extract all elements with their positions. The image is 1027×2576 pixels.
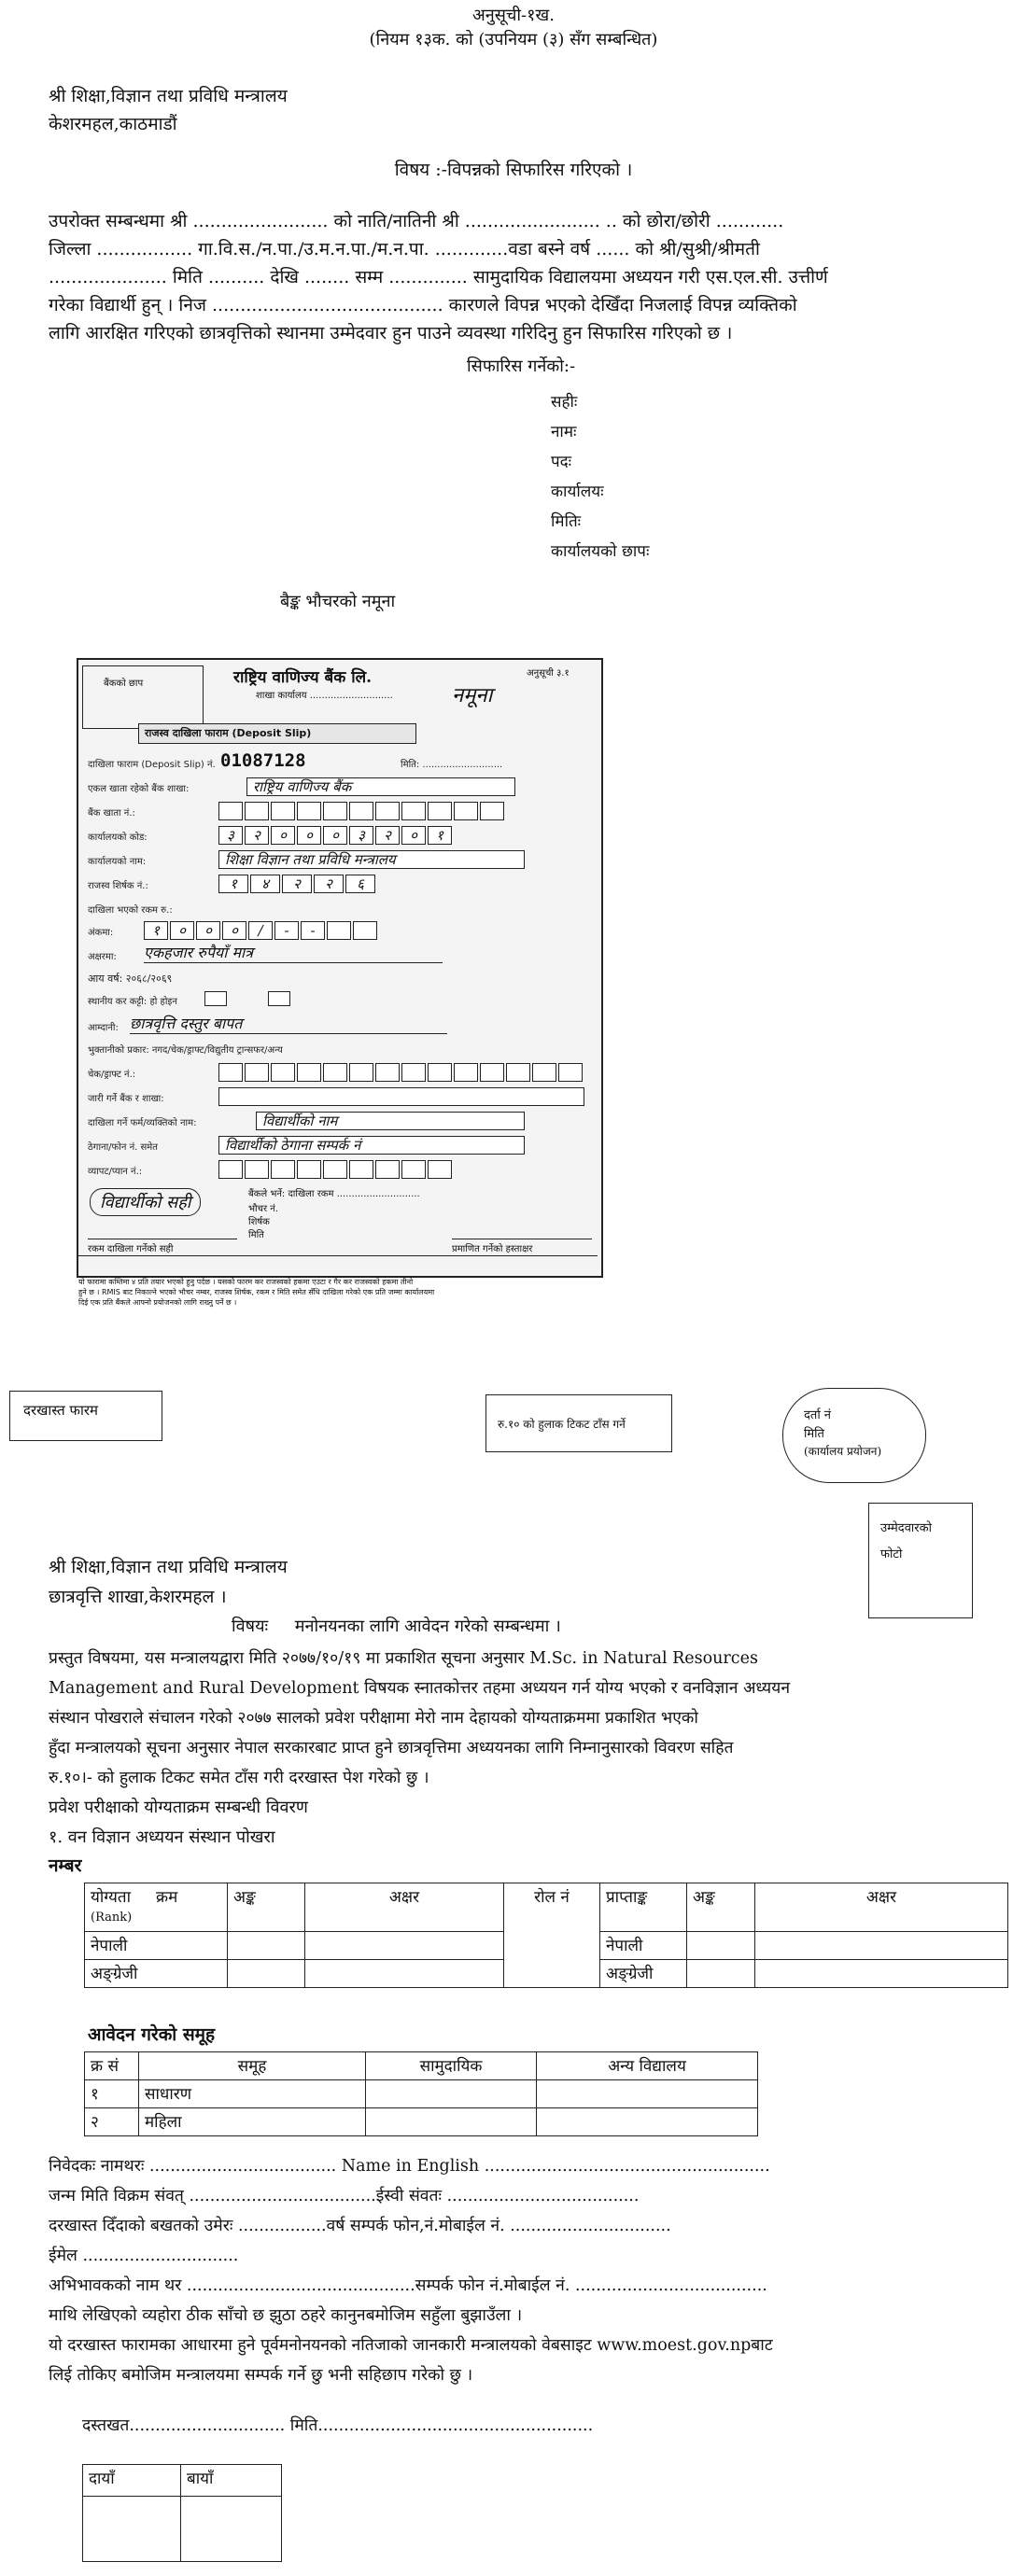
office-field: कार्यालयः <box>551 483 604 501</box>
voucher-footnote: यो फारामा कम्तिमा ४ प्रति तयार भएको हुनु पर्दछ । यसको फारम कर राजस्वको हकमा एउटा र गैर कर राजस्वको हकमा तीनो <box>78 1278 414 1286</box>
table-cell <box>228 1932 305 1960</box>
cheque-number-label: चेक/ड्राफ्ट नं.: <box>88 1070 136 1080</box>
application-form-box <box>9 1391 162 1441</box>
table-cell <box>228 1960 305 1988</box>
letter-body-line: उपरोक्त सम्बन्धमा श्री ........................ को नाति/नातिनी श्री ........................ .. को छोरा/छोरी ............ <box>49 211 784 231</box>
table-cell <box>537 2080 758 2108</box>
slip-number-label: दाखिला फाराम (Deposit Slip) नं. <box>88 760 216 770</box>
depositor-name-value: विद्यार्थीको नाम <box>256 1112 525 1130</box>
left-thumb-label: बायाँ <box>181 2465 282 2497</box>
depositor-sign-caption: रकम दाखिला गर्नेको सही <box>88 1239 237 1254</box>
office-name-label: कार्यालयको नाम: <box>88 857 147 867</box>
post-field: पदः <box>551 453 572 471</box>
fiscal-year: आय वर्ष: २०६८/२०६९ <box>88 973 173 985</box>
slip-date-label: मिति: ........................... <box>401 760 503 770</box>
thumbprint-table <box>82 2464 282 2562</box>
amount-figures-label: अंकमा: <box>88 928 114 938</box>
group-header-serial: क्र सं <box>85 2052 139 2080</box>
bank-voucher <box>77 658 603 1278</box>
application-body-line: प्रस्तुत विषयमा, यस मन्त्रालयद्वारा मिति २०७७/१०/१९ मा प्रकाशित सूचना अनुसार M.Sc. in Natural Resources <box>49 1649 758 1668</box>
depositor-signature: विद्यार्थीको सही <box>90 1188 201 1216</box>
age-phone-field: दरखास्त दिँदाको बखतको उमेरः .................वर्ष सम्पर्क फोन,नं.मोबाईल नं. ............................... <box>49 2217 671 2235</box>
signature-field: सहीः <box>551 393 578 412</box>
applicant-name-field: निवेदकः नामथरः .................................... Name in English ....................................................... <box>49 2157 770 2176</box>
sample-mark: नमूना <box>452 684 493 707</box>
group-header-community: सामुदायिक <box>366 2052 537 2080</box>
rank-digit-header: अङ्क <box>228 1883 305 1932</box>
registration-number-label: दर्ता नं <box>804 1408 832 1422</box>
application-body-line: रु.१०।- को हुलाक टिकट समेत टाँस गरी दरखास्त पेश गरेको छु । <box>49 1769 429 1787</box>
declaration-line: यो दरखास्त फारामका आधारमा हुने पूर्वमनोनयनको नतिजाको जानकारी मन्त्रालयको वेबसाइट www.moest.gov.npबाट <box>49 2336 773 2355</box>
merit-table <box>84 1883 1008 1988</box>
application-body-line: Management and Rural Development विषयक स्नातकोत्तर तहमा अध्ययन गर्न योग्य भएको र वनविज्ञान अध्ययन <box>49 1679 791 1698</box>
date-field: मितिः <box>551 512 582 531</box>
guardian-field: अभिभावकको नाम थर ............................................सम्पर्क फोन नं.मोबाईल नं. ..................................... <box>49 2276 767 2295</box>
registration-date-label: मिति <box>804 1427 824 1441</box>
local-tax-label: स्थानीय कर कट्टी: हो होइन <box>88 997 177 1007</box>
depositor-name-label: दाखिला गर्ने फर्म/व्यक्तिको नाम: <box>88 1118 197 1128</box>
letter-subject: विषय :-विपन्नको सिफारिस गरिएको । <box>394 160 633 180</box>
english-marks-label: अङ्ग्रेजी <box>600 1960 687 1988</box>
group-table <box>84 2051 758 2136</box>
account-number-boxes <box>218 802 506 820</box>
rule-reference: (नियम १३क. को (उपनियम (३) सँग सम्बन्धित) <box>369 30 658 49</box>
application-form-label: दरखास्त फारम <box>23 1402 98 1419</box>
photo-label: फोटो <box>880 1547 903 1561</box>
address-label: ठेगाना/फोन नं. समेत <box>88 1142 158 1153</box>
table-cell <box>305 1932 504 1960</box>
voucher-annex: अनुसूची ३.१ <box>527 668 570 679</box>
letter-body-line: जिल्ला ................. गा.वि.स./न.पा./उ.म.न.पा./म.न.पा. .............वडा बस्ने वर्ष ...... को श्री/सुश्री/श्रीमती <box>49 239 760 259</box>
branch-account-value: राष्ट्रिय वाणिज्य बैंक <box>246 777 515 796</box>
group-heading: आवेदन गरेको समूह <box>88 2024 216 2045</box>
marks-words-header: अक्षर <box>755 1883 1008 1932</box>
nepali-marks-label: नेपाली <box>600 1932 687 1960</box>
address-value: विद्यार्थीको ठेगाना सम्पर्क नं <box>218 1136 525 1155</box>
postage-ticket-box <box>485 1394 672 1452</box>
annex-label: अनुसूची-१ख. <box>472 6 555 25</box>
local-tax-yes-checkbox <box>204 991 227 1006</box>
voucher-footnote: दिई एक प्रति बैंकले आफ्नो प्रयोजनको लागि राख्नु पर्ने छ । <box>78 1298 237 1307</box>
table-cell <box>755 1932 1008 1960</box>
group-name: महिला <box>139 2108 366 2136</box>
application-body-line: हुँदा मन्त्रालयको सूचना अनुसार नेपाल सरकारबाट प्राप्त हुने छात्रवृत्तिमा अध्ययनका लागि निम्नानुसारको विवरण सहित <box>49 1739 734 1757</box>
institute-name: १. वन विज्ञान अध्ययन संस्थान पोखरा <box>49 1827 275 1847</box>
office-name-value: शिक्षा विज्ञान तथा प्रविधि मन्त्रालय <box>218 850 525 869</box>
application-subject: विषयः मनोनयनका लागि आवेदन गरेको सम्बन्धमा । <box>232 1617 561 1636</box>
table-cell <box>366 2080 537 2108</box>
deposit-amount-label: दाखिला भएको रकम रु.: <box>88 905 173 916</box>
voucher-sample-title: बैङ्क भौचरको नमूना <box>280 592 396 611</box>
bank-name: राष्ट्रिय वाणिज्य बैंक लि. <box>233 668 373 687</box>
letter-body-line: गरेका विद्यार्थी हुन् । निज ......................................... कारणले विपन्न भएको देखिँदा निजलाई विपन्न व्यक्तिको <box>49 295 797 315</box>
table-cell <box>305 1960 504 1988</box>
rank-header: योग्यता क्रम (Rank) <box>85 1883 228 1932</box>
addressee-line-2: केशरमहल,काठमाडौं <box>49 114 177 134</box>
purpose-label: आम्दानी: <box>88 1023 119 1033</box>
table-row <box>85 2108 758 2136</box>
left-thumb-box <box>181 2497 282 2562</box>
group-header-group: समूह <box>139 2052 366 2080</box>
amount-words-value: एकहजार रुपैयाँ मात्र <box>144 942 443 963</box>
letter-body-line: ..................... मिति .......... देखि ........ सम्म .............. सामुदायिक विद्यालयमा अध्ययन गरी एस.एल.सी. उत्तीर्ण <box>49 267 828 287</box>
office-stamp-field: कार्यालयको छापः <box>551 542 650 561</box>
table-row <box>85 2080 758 2108</box>
revenue-head-boxes: १ ४ २ २ ६ <box>218 875 377 893</box>
table-cell <box>366 2108 537 2136</box>
office-code-label: कार्यालयको कोड: <box>88 833 148 843</box>
email-field: ईमेल .............................. <box>49 2247 239 2265</box>
amount-figures-boxes: १ ० ० ० / - - <box>144 921 379 940</box>
declaration-line: लिई तोकिए बमोजिम मन्त्रालयमा सम्पर्क गर्ने छु भनी सहिछाप गरेको छु । <box>49 2366 473 2385</box>
table-cell <box>687 1932 755 1960</box>
local-tax-no-checkbox <box>268 991 290 1006</box>
application-addressee-1: श्री शिक्षा,विज्ञान तथा प्रविधि मन्त्रालय <box>49 1557 288 1577</box>
issuing-bank-box <box>218 1087 584 1106</box>
payment-mode-label: भुक्तानीको प्रकार: नगद/चेक/ड्राफ्ट/विद्युतीय ट्रान्सफर/अन्य <box>88 1045 283 1056</box>
purpose-value: छात्रवृत्ति दस्तुर बापत <box>130 1013 447 1034</box>
certifier-sign-caption: प्रमाणित गर्नेको हस्ताक्षर <box>452 1239 592 1254</box>
rank-words-header: अक्षर <box>305 1883 504 1932</box>
revenue-head-label: राजस्व शिर्षक नं.: <box>88 881 148 891</box>
roll-number-header: रोल नं <box>504 1883 600 1988</box>
branch-office-label: शाखा कार्यालय ............................ <box>256 691 393 701</box>
name-field: नामः <box>551 423 577 441</box>
number-heading: नम्बर <box>49 1855 82 1876</box>
voucher-date-label: मिति <box>248 1230 264 1240</box>
letter-body-line: लागि आरक्षित गरिएको छात्रवृत्तिको स्थानमा उम्मेदवार हुन पाउने व्यवस्था गरिदिनु हुन सिफारिस गरिएको छ । <box>49 323 733 343</box>
voucher-head-label: शिर्षक <box>248 1217 270 1227</box>
declaration-line: माथि लेखिएको व्यहोरा ठीक साँचो छ झुठा ठहरे कानुनबमोजिम सहुँला बुझाउँला । <box>49 2306 523 2325</box>
cheque-number-boxes <box>218 1063 584 1082</box>
voucher-divider <box>78 1255 598 1256</box>
voucher-footnote: हुने छ । RMIS बाट निकाल्ने भएको भौचर नम्बर, राजस्व शिर्षक, रकम र मिति समेत सँधि दाखिला गरेको एक प्रति जम्मा कार्यालयमा <box>78 1288 435 1296</box>
right-thumb-box <box>83 2497 181 2562</box>
nepali-row-label: नेपाली <box>85 1932 228 1960</box>
postage-ticket-label: रु.१० को हुलाक टिकट टाँस गर्ने <box>498 1418 626 1431</box>
table-cell <box>755 1960 1008 1988</box>
deposit-slip-title: राजस्व दाखिला फाराम (Deposit Slip) <box>138 723 416 744</box>
slip-number: 01087128 <box>220 750 306 771</box>
bank-stamp-label: बैंकको छाप <box>104 679 144 689</box>
office-use-label: (कार्यालय प्रयोजन) <box>804 1445 882 1458</box>
application-addressee-2: छात्रवृत्ति शाखा,केशरमहल । <box>49 1587 227 1607</box>
group-name: साधारण <box>139 2080 366 2108</box>
office-code-boxes: ३ २ ० ० ० ३ २ ० १ <box>218 826 454 845</box>
account-number-label: बैंक खाता नं.: <box>88 808 135 819</box>
bank-stamp-box <box>82 665 204 729</box>
group-serial: १ <box>85 2080 139 2108</box>
office-use-oval <box>782 1388 926 1483</box>
amount-words-label: अक्षरमा: <box>88 952 117 962</box>
application-body-line: संस्थान पोखराले संचालन गरेको २०७७ सालको प्रवेश परीक्षामा मेरो नाम देहायको योग्यताक्रममा प्रकाशित भएको <box>49 1709 698 1728</box>
pan-label: व्यापट/प्यान नं.: <box>88 1167 143 1177</box>
group-serial: २ <box>85 2108 139 2136</box>
candidate-photo-label: उम्मेदवारको <box>880 1521 932 1535</box>
table-cell <box>687 1960 755 1988</box>
addressee-line-1: श्री शिक्षा,विज्ञान तथा प्रविधि मन्त्रालय <box>49 86 288 106</box>
merit-heading: प्रवेश परीक्षाको योग्यताक्रम सम्बन्धी विवरण <box>49 1798 308 1817</box>
voucher-number-label: भौचर नं. <box>248 1204 278 1214</box>
recommender-title: सिफारिस गर्नेको:- <box>467 357 576 376</box>
pan-boxes <box>218 1160 454 1179</box>
english-row-label: अङ्ग्रेजी <box>85 1960 228 1988</box>
issuing-bank-label: जारी गर्ने बैंक र शाखा: <box>88 1094 164 1104</box>
right-thumb-label: दायाँ <box>83 2465 181 2497</box>
birth-date-field: जन्म मिति विक्रम संवत् ....................................ईस्वी संवतः ..................................... <box>49 2187 640 2205</box>
signature-date-line: दस्तखत.............................. मिति..................................................... <box>82 2416 594 2435</box>
marks-digit-header: अङ्क <box>687 1883 755 1932</box>
bank-received-label: बैंकले भर्ने: दाखिला रकम ............................ <box>248 1189 420 1199</box>
group-header-other: अन्य विद्यालय <box>537 2052 758 2080</box>
marks-header: प्राप्ताङ्क <box>600 1883 687 1932</box>
branch-account-label: एकल खाता रहेको बैंक शाखा: <box>88 784 190 794</box>
table-cell <box>537 2108 758 2136</box>
